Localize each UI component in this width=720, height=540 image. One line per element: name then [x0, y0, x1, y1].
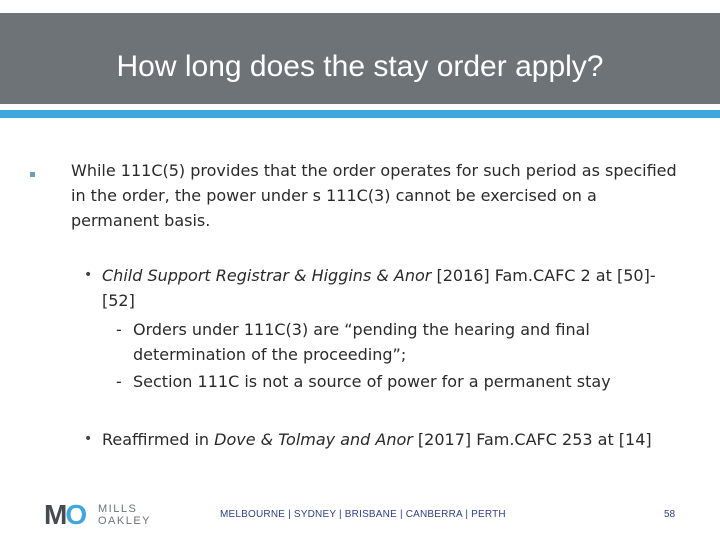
case-name-dove: Dove & Tolmay and Anor [214, 430, 413, 449]
sub-bullet-2 [102, 427, 692, 452]
slide-title: How long does the stay order apply? [116, 50, 604, 83]
page-number: 58 [664, 509, 676, 520]
main-bullet-text: While 111C(5) provides that the order operates for such period as specified in the order, the power under s 111C(3) cannot be exercised on a permanent basis. [71, 161, 677, 230]
logo-wordmark: MILLS OAKLEY [98, 503, 152, 527]
bullet-dot-icon: • [84, 267, 93, 283]
sub-bullet-1-line1 [102, 263, 692, 288]
footer-cities: MELBOURNE | SYDNEY | BRISBANE | CANBERRA | PERTH [220, 509, 506, 520]
logo-mark: MO [44, 499, 88, 530]
dash-point-2-line1: Section 111C is not a source of power for a permanent stay [133, 372, 611, 391]
sub-bullet-1-line2: [52] [102, 291, 135, 310]
dash-point-2 [133, 369, 653, 394]
case-name-higgins: Child Support Registrar & Higgins & Anor [102, 266, 432, 285]
citation-higgins: [2016] Fam.CAFC 2 at [50]- [431, 266, 656, 285]
square-bullet-icon [30, 172, 35, 177]
sub-bullet-2-prefix: Reaffirmed in [102, 430, 215, 449]
bullet-dot-icon: • [84, 431, 93, 447]
citation-dove: [2017] Fam.CAFC 253 at [14] [412, 430, 652, 449]
dash-marker-2: - [116, 372, 122, 391]
dash-point-1-line1: Orders under 111C(3) are “pending the hearing and final [133, 320, 590, 339]
dash-point-1-line2: determination of the proceeding”; [133, 345, 407, 364]
dash-marker-1: - [116, 320, 122, 339]
sub-bullet-1 [102, 263, 692, 313]
dash-point-1 [133, 317, 653, 367]
